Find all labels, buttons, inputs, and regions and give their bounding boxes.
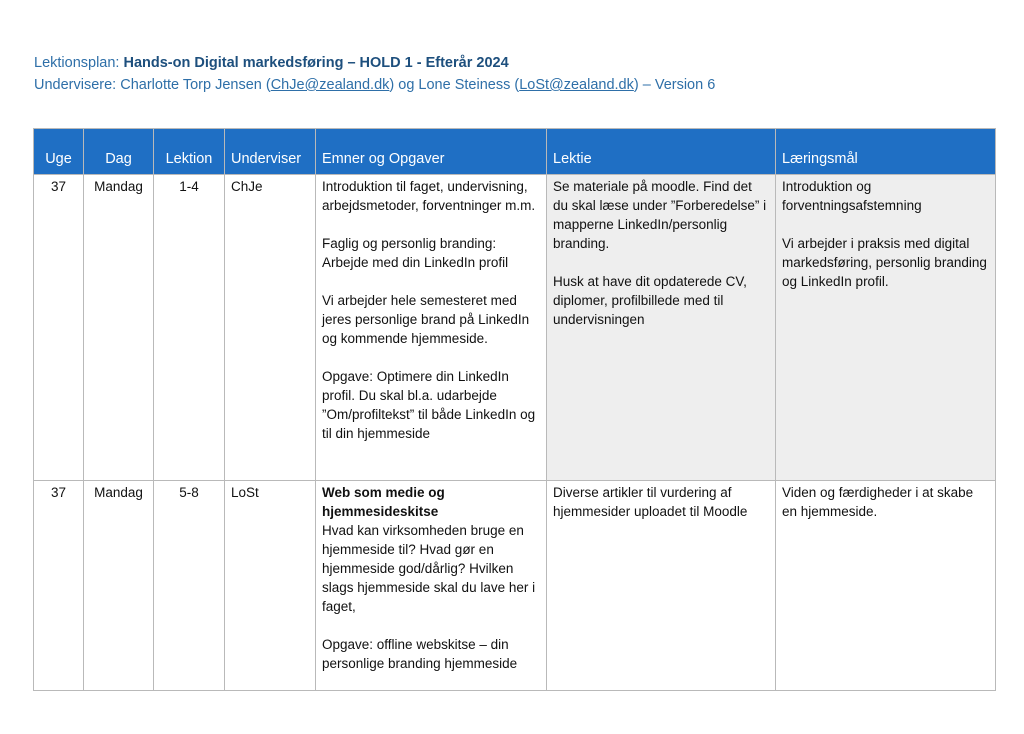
lektie-paragraph: Se materiale på moodle. Find det du skal læse under ”Forberedelse” i mapperne LinkedIn/personlig branding. <box>553 179 767 251</box>
cell-laeringsmaal <box>776 481 996 691</box>
cell-lektion: 1-4 <box>154 175 225 481</box>
plan-label: Lektionsplan: <box>34 55 124 71</box>
table-row <box>34 481 996 691</box>
emner-paragraph: Introduktion til faget, undervisning, arbejdsmetoder, forventninger m.m. <box>322 179 536 213</box>
cell-lektion: 5-8 <box>154 481 225 691</box>
col-header-emner: Emner og Opgaver <box>316 129 547 175</box>
col-header-laeringsmaal: Læringsmål <box>776 129 996 175</box>
emner-paragraph: Faglig og personlig branding: Arbejde med din LinkedIn profil <box>322 236 509 270</box>
table-header-row <box>34 129 996 175</box>
document-header <box>34 52 715 96</box>
col-header-dag: Dag <box>84 129 154 175</box>
laeringsmaal-paragraph: Viden og færdigheder i at skabe en hjemmeside. <box>782 485 974 519</box>
emner-paragraph: Vi arbejder hele semesteret med jeres personlige brand på LinkedIn og kommende hjemmeside. <box>322 293 530 346</box>
cell-dag: Mandag <box>84 175 154 481</box>
lektie-paragraph: Diverse artikler til vurdering af hjemmesider uploadet til Moodle <box>553 485 748 519</box>
col-header-lektion: Lektion <box>154 129 225 175</box>
emner-paragraph: Opgave: offline webskitse – din personlige branding hjemmeside <box>322 637 518 671</box>
lektie-paragraph: Husk at have dit opdaterede CV, diplomer, profilbillede med til undervisningen <box>553 274 747 327</box>
header-line-2 <box>34 74 715 96</box>
emner-paragraph: Hvad kan virksomheden bruge en hjemmeside til? Hvad gør en hjemmeside god/dårlig? Hvilken slags hjemmeside skal du lave her i faget, <box>322 523 536 614</box>
cell-laeringsmaal <box>776 175 996 481</box>
col-header-uge: Uge <box>34 129 84 175</box>
emner-title: Web som medie og hjemmesideskitse <box>322 485 445 519</box>
teachers-label: Undervisere: Charlotte Torp Jensen ( <box>34 77 271 93</box>
lesson-plan-table <box>33 128 996 691</box>
teachers-mid: ) og Lone Steiness ( <box>389 77 520 93</box>
cell-emner <box>316 481 547 691</box>
teacher1-email-link[interactable]: ChJe@zealand.dk <box>270 77 390 93</box>
emner-paragraph: Opgave: Optimere din LinkedIn profil. Du skal bl.a. udarbejde ”Om/profiltekst” til både LinkedIn og til din hjemmeside <box>322 369 536 441</box>
cell-uge: 37 <box>34 481 84 691</box>
plan-title: Hands-on Digital markedsføring – HOLD 1 - Efterår 2024 <box>123 55 509 71</box>
cell-underviser: LoSt <box>225 481 316 691</box>
version-label: ) – Version 6 <box>633 77 716 93</box>
cell-dag: Mandag <box>84 481 154 691</box>
laeringsmaal-paragraph: Vi arbejder i praksis med digital markedsføring, personlig branding og LinkedIn profil. <box>782 236 987 289</box>
cell-underviser: ChJe <box>225 175 316 481</box>
teacher2-email-link[interactable]: LoSt@zealand.dk <box>519 77 634 93</box>
header-line-1 <box>34 52 715 74</box>
cell-emner <box>316 175 547 481</box>
cell-lektie <box>547 481 776 691</box>
laeringsmaal-paragraph: Introduktion og forventningsafstemning <box>782 179 922 213</box>
col-header-underviser: Underviser <box>225 129 316 175</box>
table-row <box>34 175 996 481</box>
cell-lektie <box>547 175 776 481</box>
col-header-lektie: Lektie <box>547 129 776 175</box>
cell-uge: 37 <box>34 175 84 481</box>
